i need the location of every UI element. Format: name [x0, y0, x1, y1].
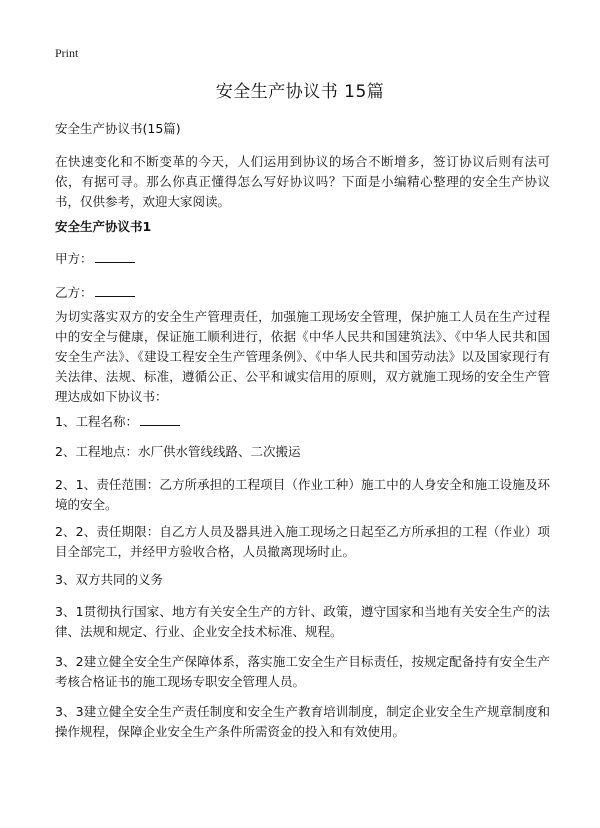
party-b-field [55, 284, 135, 302]
project-name-label: 1、工程名称： [55, 414, 138, 429]
party-b-blank [95, 284, 135, 297]
clause-3-2: 3、2建立健全安全生产保障体系，落实施工安全生产目标责任，按规定配备持有安全生产考核合格证书的施工现场专职安全管理人员。 [55, 654, 550, 689]
clause-3-1: 3、1贯彻执行国家、地方有关安全生产的方针、政策，遵守国家和当地有关安全生产的法律、法规和规定、行业、企业安全技术标准、规程。 [55, 604, 550, 639]
clause-2-2: 2、2、责任期限：自乙方人员及器具进入施工现场之日起至乙方所承担的工程（作业）项目全部完工，并经甲方验收合格，人员撤离现场时止。 [55, 524, 550, 559]
clause-3: 3、双方共同的义务 [55, 572, 163, 587]
party-a-field [55, 250, 135, 268]
project-name-blank [140, 413, 180, 426]
party-a-label: 甲方： [55, 251, 93, 266]
document-title: 安全生产协议书 15篇 [215, 82, 385, 102]
intro-paragraph: 在快速变化和不断变革的今天，人们运用到协议的场合不断增多，签订协议后则有法可依，有据可寻。那么你真正懂得怎么写好协议吗？下面是小编精心整理的安全生产协议书，仅供参考，欢迎大家阅读。 [55, 154, 550, 209]
party-b-label: 乙方： [55, 285, 93, 300]
party-a-blank [95, 250, 135, 263]
document-subtitle: 安全生产协议书(15篇) [55, 121, 181, 136]
section-heading: 安全生产协议书1 [55, 219, 152, 234]
project-name-field [55, 413, 180, 431]
preamble-paragraph: 为切实落实双方的安全生产管理责任，加强施工现场安全管理，保护施工人员在生产过程中的安全与健康，保证施工顺利进行，依据《中华人民共和国建筑法》、《中华人民共和国安全生产法》、《建设工程安全生产管理条例》、《中华人民共和国劳动法》以及国家现行有关法律、法规、标准，遵循公正、公平和诚实信用的原则，双方就施工现场的安全生产管理达成如下协议书： [55, 309, 550, 404]
clause-3-3: 3、3建立健全安全生产责任制度和安全生产教育培训制度，制定企业安全生产规章制度和操作规程，保障企业安全生产条件所需资金的投入和有效使用。 [55, 704, 550, 739]
clause-2-1: 2、1、责任范围：乙方所承担的工程项目（作业工种）施工中的人身安全和施工设施及环境的安全。 [55, 477, 550, 512]
print-label: Print [55, 46, 79, 60]
clause-2: 2、工程地点：水厂供水管线线路、二次搬运 [55, 444, 301, 459]
